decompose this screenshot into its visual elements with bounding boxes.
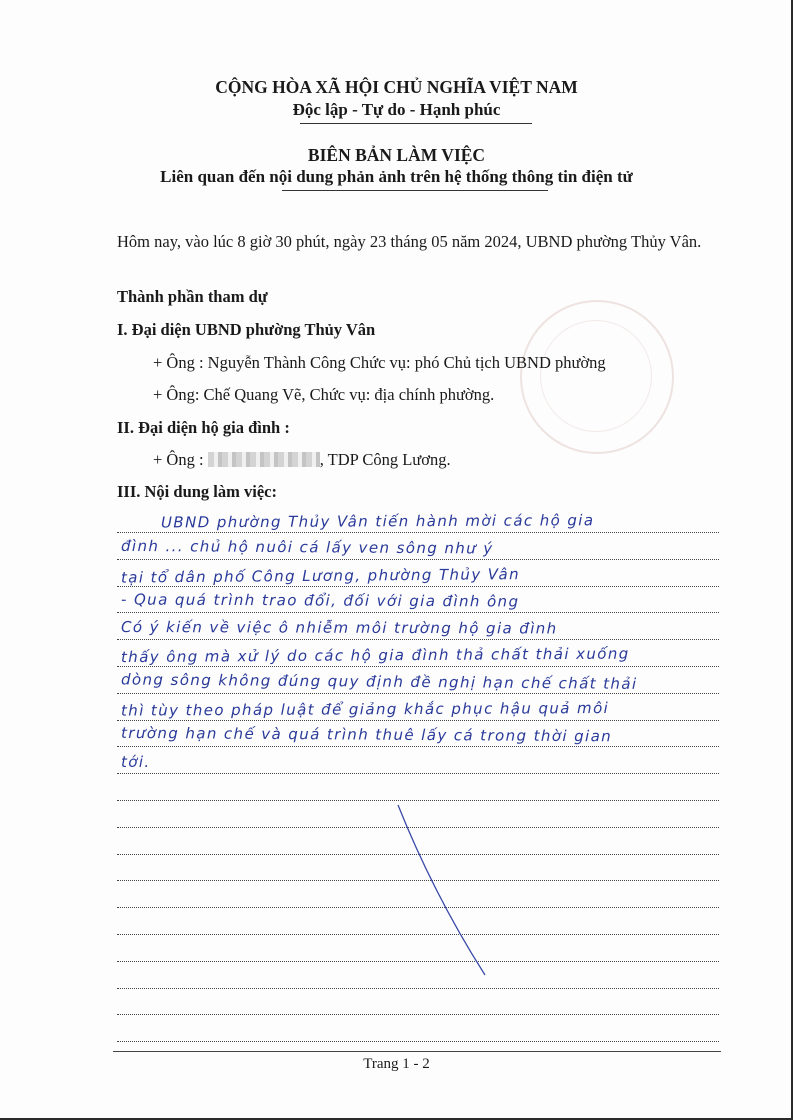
member-prefix: + Ông :: [153, 450, 204, 469]
handwritten-line: tại tổ dân phố Công Lương, phường Thủy Vân: [120, 564, 521, 587]
member-suffix: , TDP Công Lương.: [319, 450, 451, 469]
subtitle-underline: [282, 190, 548, 191]
section1-heading: I. Đại diện UBND phường Thủy Vân: [117, 320, 376, 339]
dotted-rule: [117, 961, 719, 962]
handwritten-line: UBND phường Thủy Vân tiến hành mời các hộ gia: [160, 511, 595, 532]
dotted-rule: [117, 880, 719, 881]
section2-heading: II. Đại diện hộ gia đình :: [117, 418, 290, 437]
handwritten-line: tới.: [121, 753, 151, 772]
dotted-rule: [117, 854, 719, 855]
section3-heading: III. Nội dung làm việc:: [117, 482, 277, 501]
dotted-rule: [117, 1041, 719, 1042]
intro-paragraph: Hôm nay, vào lúc 8 giờ 30 phút, ngày 23 tháng 05 năm 2024, UBND phường Thủy Vân.: [117, 232, 702, 251]
stamp-bleed-through-inner: [540, 320, 652, 432]
member-line: + Ông: Chế Quang Vẽ, Chức vụ: địa chính phường.: [153, 385, 495, 404]
document-title: BIÊN BẢN LÀM VIỆC: [307, 145, 486, 165]
handwritten-line: dòng sông không đúng quy định đề nghị hạn chế chất thải: [120, 670, 638, 693]
handwritten-line: thì tùy theo pháp luật để giảng khắc phục hậu quả môi: [120, 698, 610, 720]
footer-divider: [113, 1051, 721, 1052]
attendees-heading: Thành phần tham dự: [117, 287, 268, 306]
dotted-rule: [117, 934, 719, 935]
dotted-rule: [117, 1014, 719, 1015]
motto-underline: [300, 123, 532, 124]
dotted-rule: [117, 827, 719, 828]
document-subtitle: Liên quan đến nội dung phản ảnh trên hệ thống thông tin điện tử: [160, 167, 633, 186]
dotted-rule: [117, 907, 719, 908]
household-member-line: [153, 450, 451, 470]
national-title: CỘNG HÒA XÃ HỘI CHỦ NGHĨA VIỆT NAM: [215, 77, 578, 97]
handwritten-line: thấy ông mà xử lý do các hộ gia đình thả chất thải xuống: [120, 644, 630, 667]
member-line: + Ông : Nguyễn Thành Công Chức vụ: phó Chủ tịch UBND phường: [153, 353, 606, 372]
handwritten-line: - Qua quá trình trao đổi, đối với gia đình ông: [120, 590, 520, 611]
handwritten-line: trường hạn chế và quá trình thuê lấy cá trong thời gian: [120, 724, 613, 746]
page-number: Trang 1 - 2: [363, 1056, 430, 1072]
redacted-name: [208, 452, 320, 467]
handwritten-line: Có ý kiến về việc ô nhiễm môi trường hộ gia đình: [120, 618, 558, 638]
dotted-rule: [117, 800, 719, 801]
national-motto: Độc lập - Tự do - Hạnh phúc: [292, 100, 501, 119]
dotted-rule: [117, 988, 719, 989]
handwritten-line: đình ... chủ hộ nuôi cá lấy ven sông như ý: [120, 536, 494, 558]
